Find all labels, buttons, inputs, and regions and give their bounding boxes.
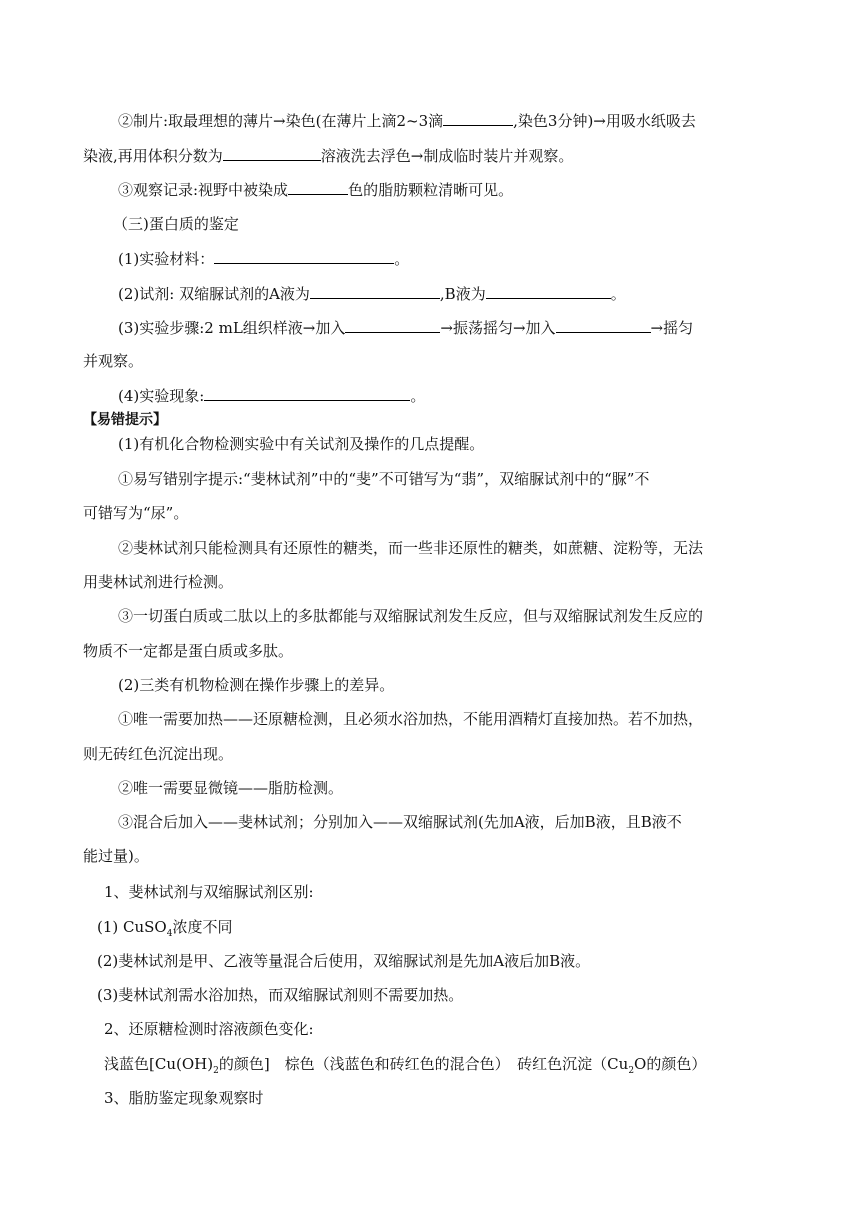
protein-item1-label: (1)实验材料：	[118, 250, 215, 268]
protein-item3-text-c: →摇匀	[650, 319, 694, 337]
protein-item4	[118, 385, 425, 406]
tips-p1-3b: 物质不一定都是蛋白质或多肽。	[83, 642, 294, 660]
tips-p2-1b: 则无砖红色沉淀出现。	[83, 745, 234, 763]
note-1-1-subscript: 4	[166, 929, 173, 939]
fill-blank[interactable]	[288, 179, 348, 195]
tips-p2-3a: ③混合后加入——斐林试剂；分别加入——双缩脲试剂(先加A液，后加B液，且B液不	[118, 813, 682, 831]
note-1-1-text-b: 浓度不同	[172, 918, 233, 936]
fill-blank[interactable]	[556, 317, 651, 333]
fat-step2-text-a: ②制片:取最理想的薄片→染色(在薄片上滴2~3滴	[118, 112, 444, 130]
protein-item1	[118, 248, 409, 269]
protein-heading: （三)蛋白质的鉴定	[113, 215, 239, 233]
fat-step3-line	[118, 179, 513, 200]
note-1: 1、斐林试剂与双缩脲试剂区别:	[104, 883, 314, 901]
tips-p1-1a: ①易写错别字提示:“斐林试剂”中的“斐”不可错写为“翡”，双缩脲试剂中的“脲”不	[118, 470, 650, 488]
fill-blank[interactable]	[204, 385, 410, 401]
note-2-text-b: 的颜色] 棕色（浅蓝色和砖红色的混合色） 砖红色沉淀（Cu	[218, 1055, 629, 1073]
tips-p1-2b: 用斐林试剂进行检测。	[83, 573, 234, 591]
protein-item4-label: (4)实验现象:	[118, 387, 205, 405]
fill-blank[interactable]	[310, 283, 440, 299]
tips-p2-2: ②唯一需要显微镜——脂肪检测。	[118, 779, 344, 797]
protein-item4-end: 。	[410, 387, 426, 405]
protein-item3-text-b: →振荡摇匀→加入	[440, 319, 556, 337]
fill-blank[interactable]	[443, 110, 513, 126]
protein-item3-line1	[118, 317, 693, 338]
note-2-subscript-1: 2	[213, 1066, 219, 1076]
tips-p1-2a: ②斐林试剂只能检测具有还原性的糖类，而一些非还原性的糖类，如蔗糖、淀粉等，无法	[118, 539, 704, 557]
fat-step2-line1	[118, 110, 696, 131]
note-1-2: (2)斐林试剂是甲、乙液等量混合后使用，双缩脲试剂是先加A液后加B液。	[97, 952, 591, 970]
fat-step2-text-c: 染液,再用体积分数为	[83, 147, 223, 165]
note-2: 2、还原糖检测时溶液颜色变化:	[104, 1020, 314, 1038]
tips-p2: (2)三类有机物检测在操作步骤上的差异。	[118, 676, 395, 694]
fat-step3-text-b: 色的脂肪颗粒清晰可见。	[348, 181, 514, 199]
tips-p1-1b: 可错写为“尿”。	[83, 504, 189, 522]
note-2-text-a: 浅蓝色[Cu(OH)	[104, 1055, 214, 1073]
fat-step3-text-a: ③观察记录:视野中被染成	[118, 181, 289, 199]
protein-item2	[118, 283, 626, 304]
protein-item3-text-a: (3)实验步骤:2 mL组织样液→加入	[118, 319, 346, 337]
note-1-1-text-a: (1) CuSO	[97, 918, 167, 936]
fill-blank[interactable]	[486, 283, 611, 299]
note-1-1	[97, 917, 232, 937]
note-3: 3、脂肪鉴定现象观察时	[104, 1089, 264, 1107]
tips-heading: 【易错提示】	[83, 412, 167, 428]
tips-p1: (1)有机化合物检测实验中有关试剂及操作的几点提醒。	[118, 435, 485, 453]
fill-blank[interactable]	[345, 317, 440, 333]
protein-item2-text-b: ,B液为	[439, 285, 486, 303]
protein-item3-line2: 并观察。	[83, 352, 144, 370]
note-2-colors	[104, 1054, 706, 1074]
fat-step2-text-d: 溶液洗去浮色→制成临时装片并观察。	[320, 147, 574, 165]
protein-item2-end: 。	[610, 285, 626, 303]
tips-p2-1a: ①唯一需要加热——还原糖检测，且必须水浴加热，不能用酒精灯直接加热。若不加热，	[118, 710, 704, 728]
protein-item2-text-a: (2)试剂: 双缩脲试剂的A液为	[118, 285, 310, 303]
tips-p2-3b: 能过量)。	[83, 847, 149, 865]
note-2-text-c: O的颜色）	[634, 1055, 707, 1073]
protein-item1-end: 。	[394, 250, 410, 268]
fill-blank[interactable]	[223, 145, 321, 161]
fill-blank[interactable]	[214, 248, 394, 264]
note-1-3: (3)斐林试剂需水浴加热，而双缩脲试剂则不需要加热。	[97, 986, 464, 1004]
fat-step2-line2	[83, 145, 573, 166]
tips-p1-3a: ③一切蛋白质或二肽以上的多肽都能与双缩脲试剂发生反应，但与双缩脲试剂发生反应的	[118, 607, 704, 625]
note-2-subscript-2: 2	[628, 1066, 635, 1076]
fat-step2-text-b: ,染色3分钟)→用吸水纸吸去	[513, 112, 696, 130]
